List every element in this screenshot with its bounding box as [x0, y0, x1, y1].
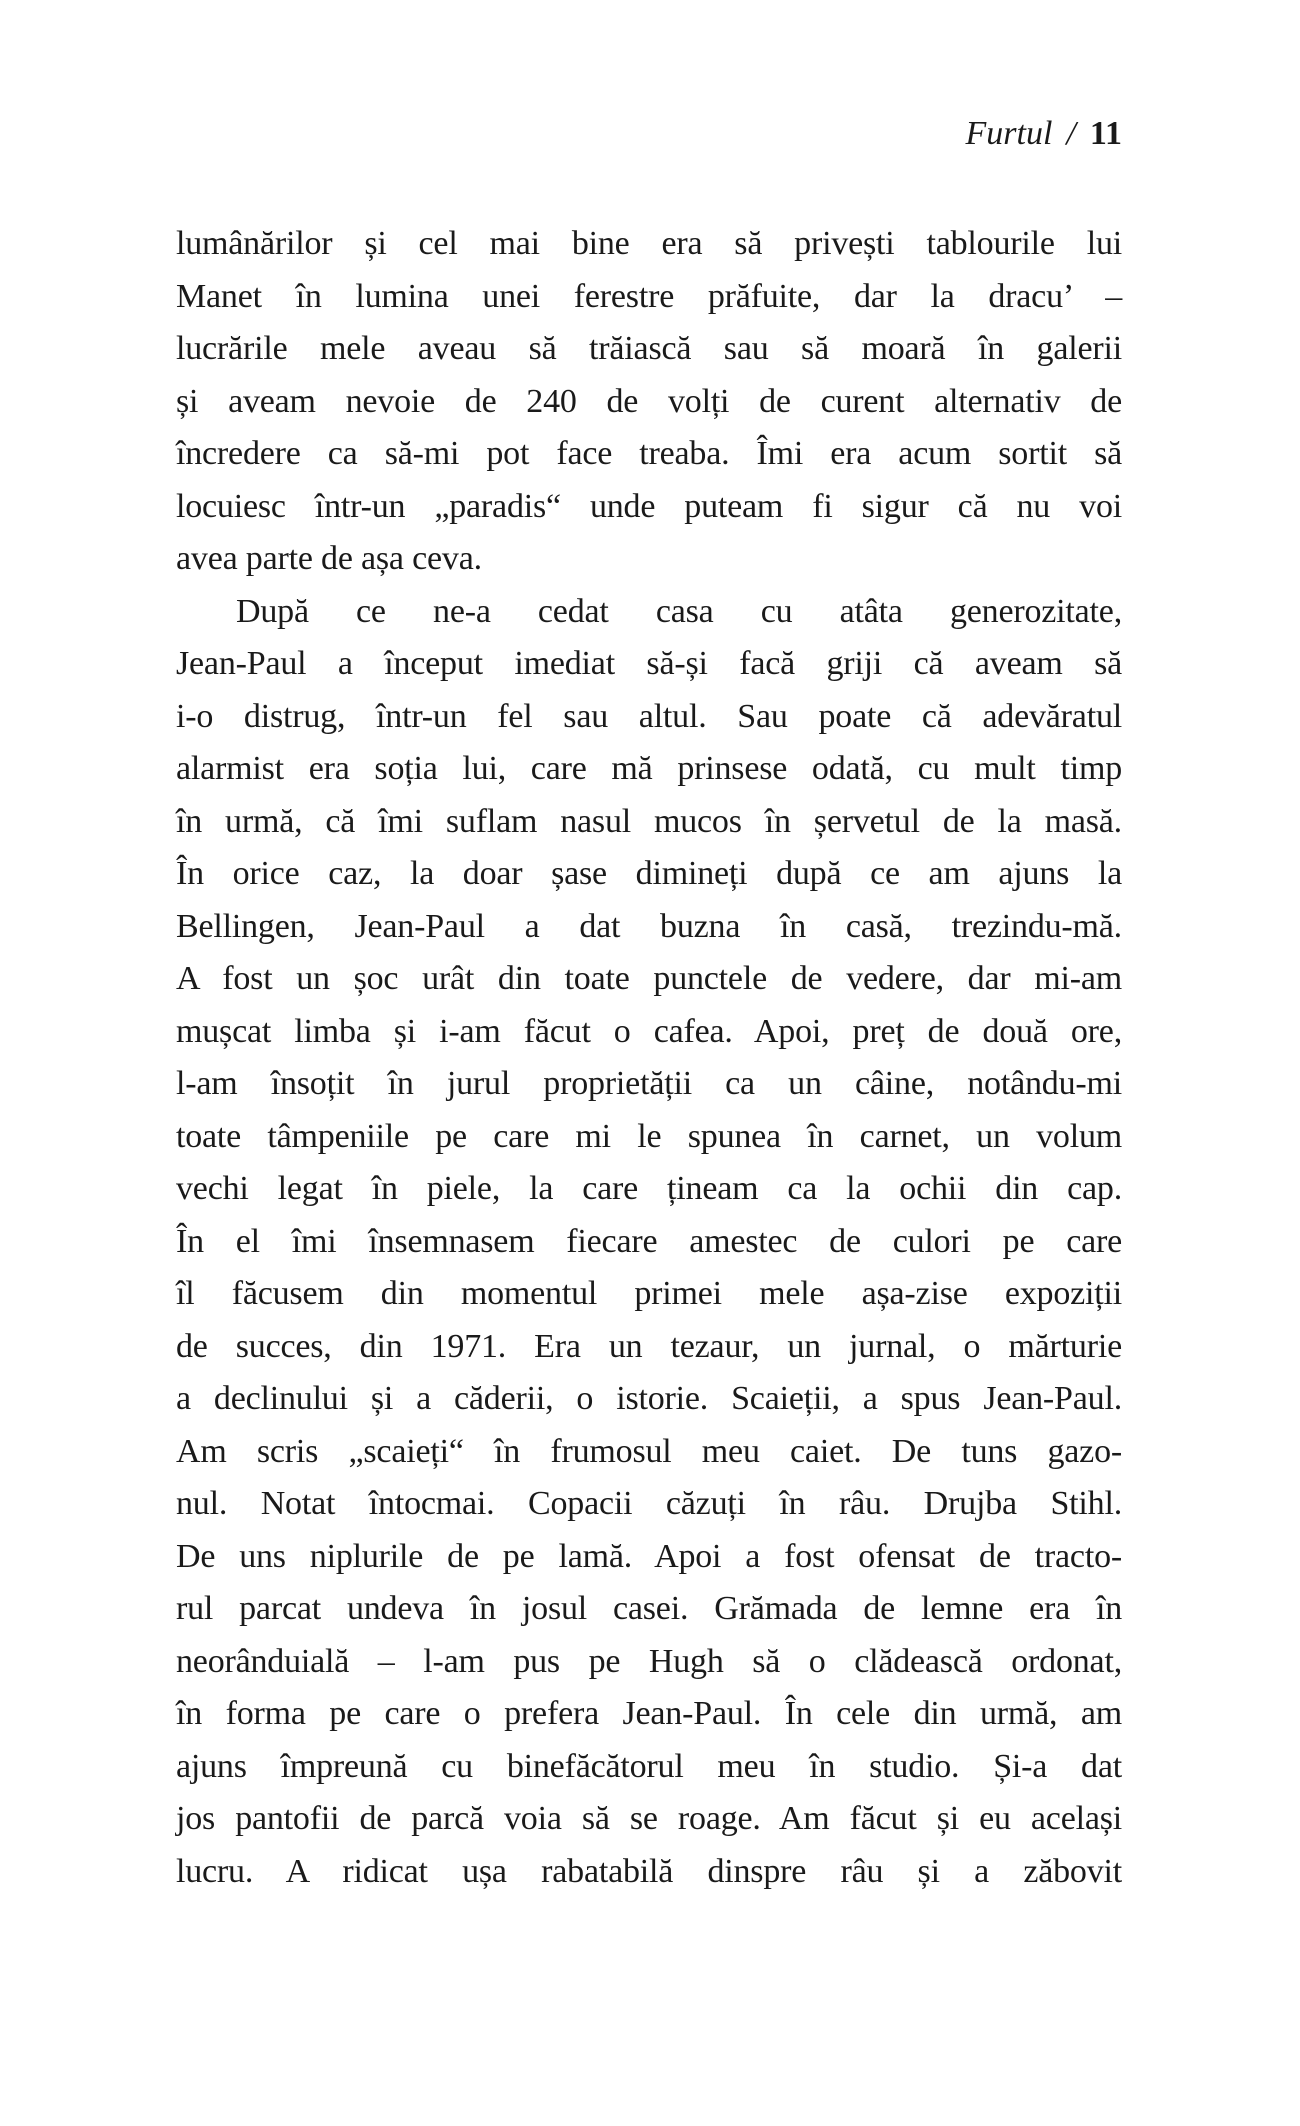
text-line: lumânărilor și cel mai bine era să privești tablourile lui	[176, 225, 1122, 262]
text-line: și aveam nevoie de 240 de volți de curent alternativ de	[176, 382, 1122, 420]
text-line: Bellingen, Jean-Paul a dat buzna în casă, trezindu-mă.	[176, 907, 1122, 945]
page-number: 11	[1089, 115, 1122, 152]
text-line: lucrările mele aveau să trăiască sau să moară în galerii	[176, 330, 1122, 367]
text-line: neorânduială – l-am pus pe Hugh să o clădească ordonat,	[176, 1642, 1122, 1680]
text-line: a declinului și a căderii, o istorie. Scaieții, a spus Jean-Paul.	[176, 1380, 1122, 1417]
body-text	[176, 218, 1122, 1898]
text-line: îl făcusem din momentul primei mele așa-zise expoziții	[176, 1275, 1122, 1312]
text-line: ajuns împreună cu binefăcătorul meu în studio. Și-a dat	[176, 1747, 1122, 1785]
text-line: nul. Notat întocmai. Copacii căzuți în râu. Drujba Stihl.	[176, 1485, 1122, 1522]
text-line: i-o distrug, într-un fel sau altul. Sau poate că adevăratul	[176, 697, 1122, 735]
text-line: jos pantofii de parcă voia să se roage. Am făcut și eu același	[176, 1800, 1122, 1837]
text-line: În orice caz, la doar șase dimineți după ce am ajuns la	[176, 855, 1122, 892]
text-line: de succes, din 1971. Era un tezaur, un jurnal, o mărturie	[176, 1327, 1122, 1365]
text-line: în urmă, că îmi suflam nasul mucos în șervetul de la masă.	[176, 802, 1122, 840]
text-line: în forma pe care o prefera Jean-Paul. În cele din urmă, am	[176, 1695, 1122, 1732]
text-line: vechi legat în piele, la care țineam ca la ochii din cap.	[176, 1170, 1122, 1207]
text-line: l-am însoțit în jurul proprietății ca un câine, notându-mi	[176, 1065, 1122, 1102]
text-line: rul parcat undeva în josul casei. Grămada de lemne era în	[176, 1590, 1122, 1627]
text-line: mușcat limba și i-am făcut o cafea. Apoi, preț de două ore,	[176, 1012, 1122, 1050]
text-line: Manet în lumina unei ferestre prăfuite, dar la dracu’ –	[176, 277, 1122, 315]
text-line: Jean-Paul a început imediat să-și facă griji că aveam să	[176, 645, 1122, 682]
text-line: Am scris „scaieți“ în frumosul meu caiet. De tuns gazo-	[176, 1432, 1122, 1470]
text-line: lucru. A ridicat ușa rabatabilă dinspre râu și a zăbovit	[176, 1852, 1122, 1890]
chapter-title: Furtul	[965, 115, 1053, 152]
text-line: De uns niplurile de pe lamă. Apoi a fost ofensat de tracto-	[176, 1537, 1122, 1575]
paragraph-start-line: După ce ne-a cedat casa cu atâta generozitate,	[236, 592, 1122, 630]
text-line: toate tâmpeniile pe care mi le spunea în carnet, un volum	[176, 1117, 1122, 1155]
text-line: încredere ca să-mi pot face treaba. Îmi era acum sortit să	[176, 435, 1122, 472]
text-line: locuiesc într-un „paradis“ unde puteam fi sigur că nu voi	[176, 487, 1122, 525]
paragraph-end-line: avea parte de așa ceva.	[176, 540, 482, 577]
text-line: A fost un șoc urât din toate punctele de vedere, dar mi-am	[176, 960, 1122, 997]
running-header	[966, 112, 1122, 156]
text-line: În el îmi însemnasem fiecare amestec de culori pe care	[176, 1222, 1122, 1260]
text-line: alarmist era soția lui, care mă prinsese odată, cu mult timp	[176, 750, 1122, 787]
header-separator: /	[1066, 115, 1076, 152]
